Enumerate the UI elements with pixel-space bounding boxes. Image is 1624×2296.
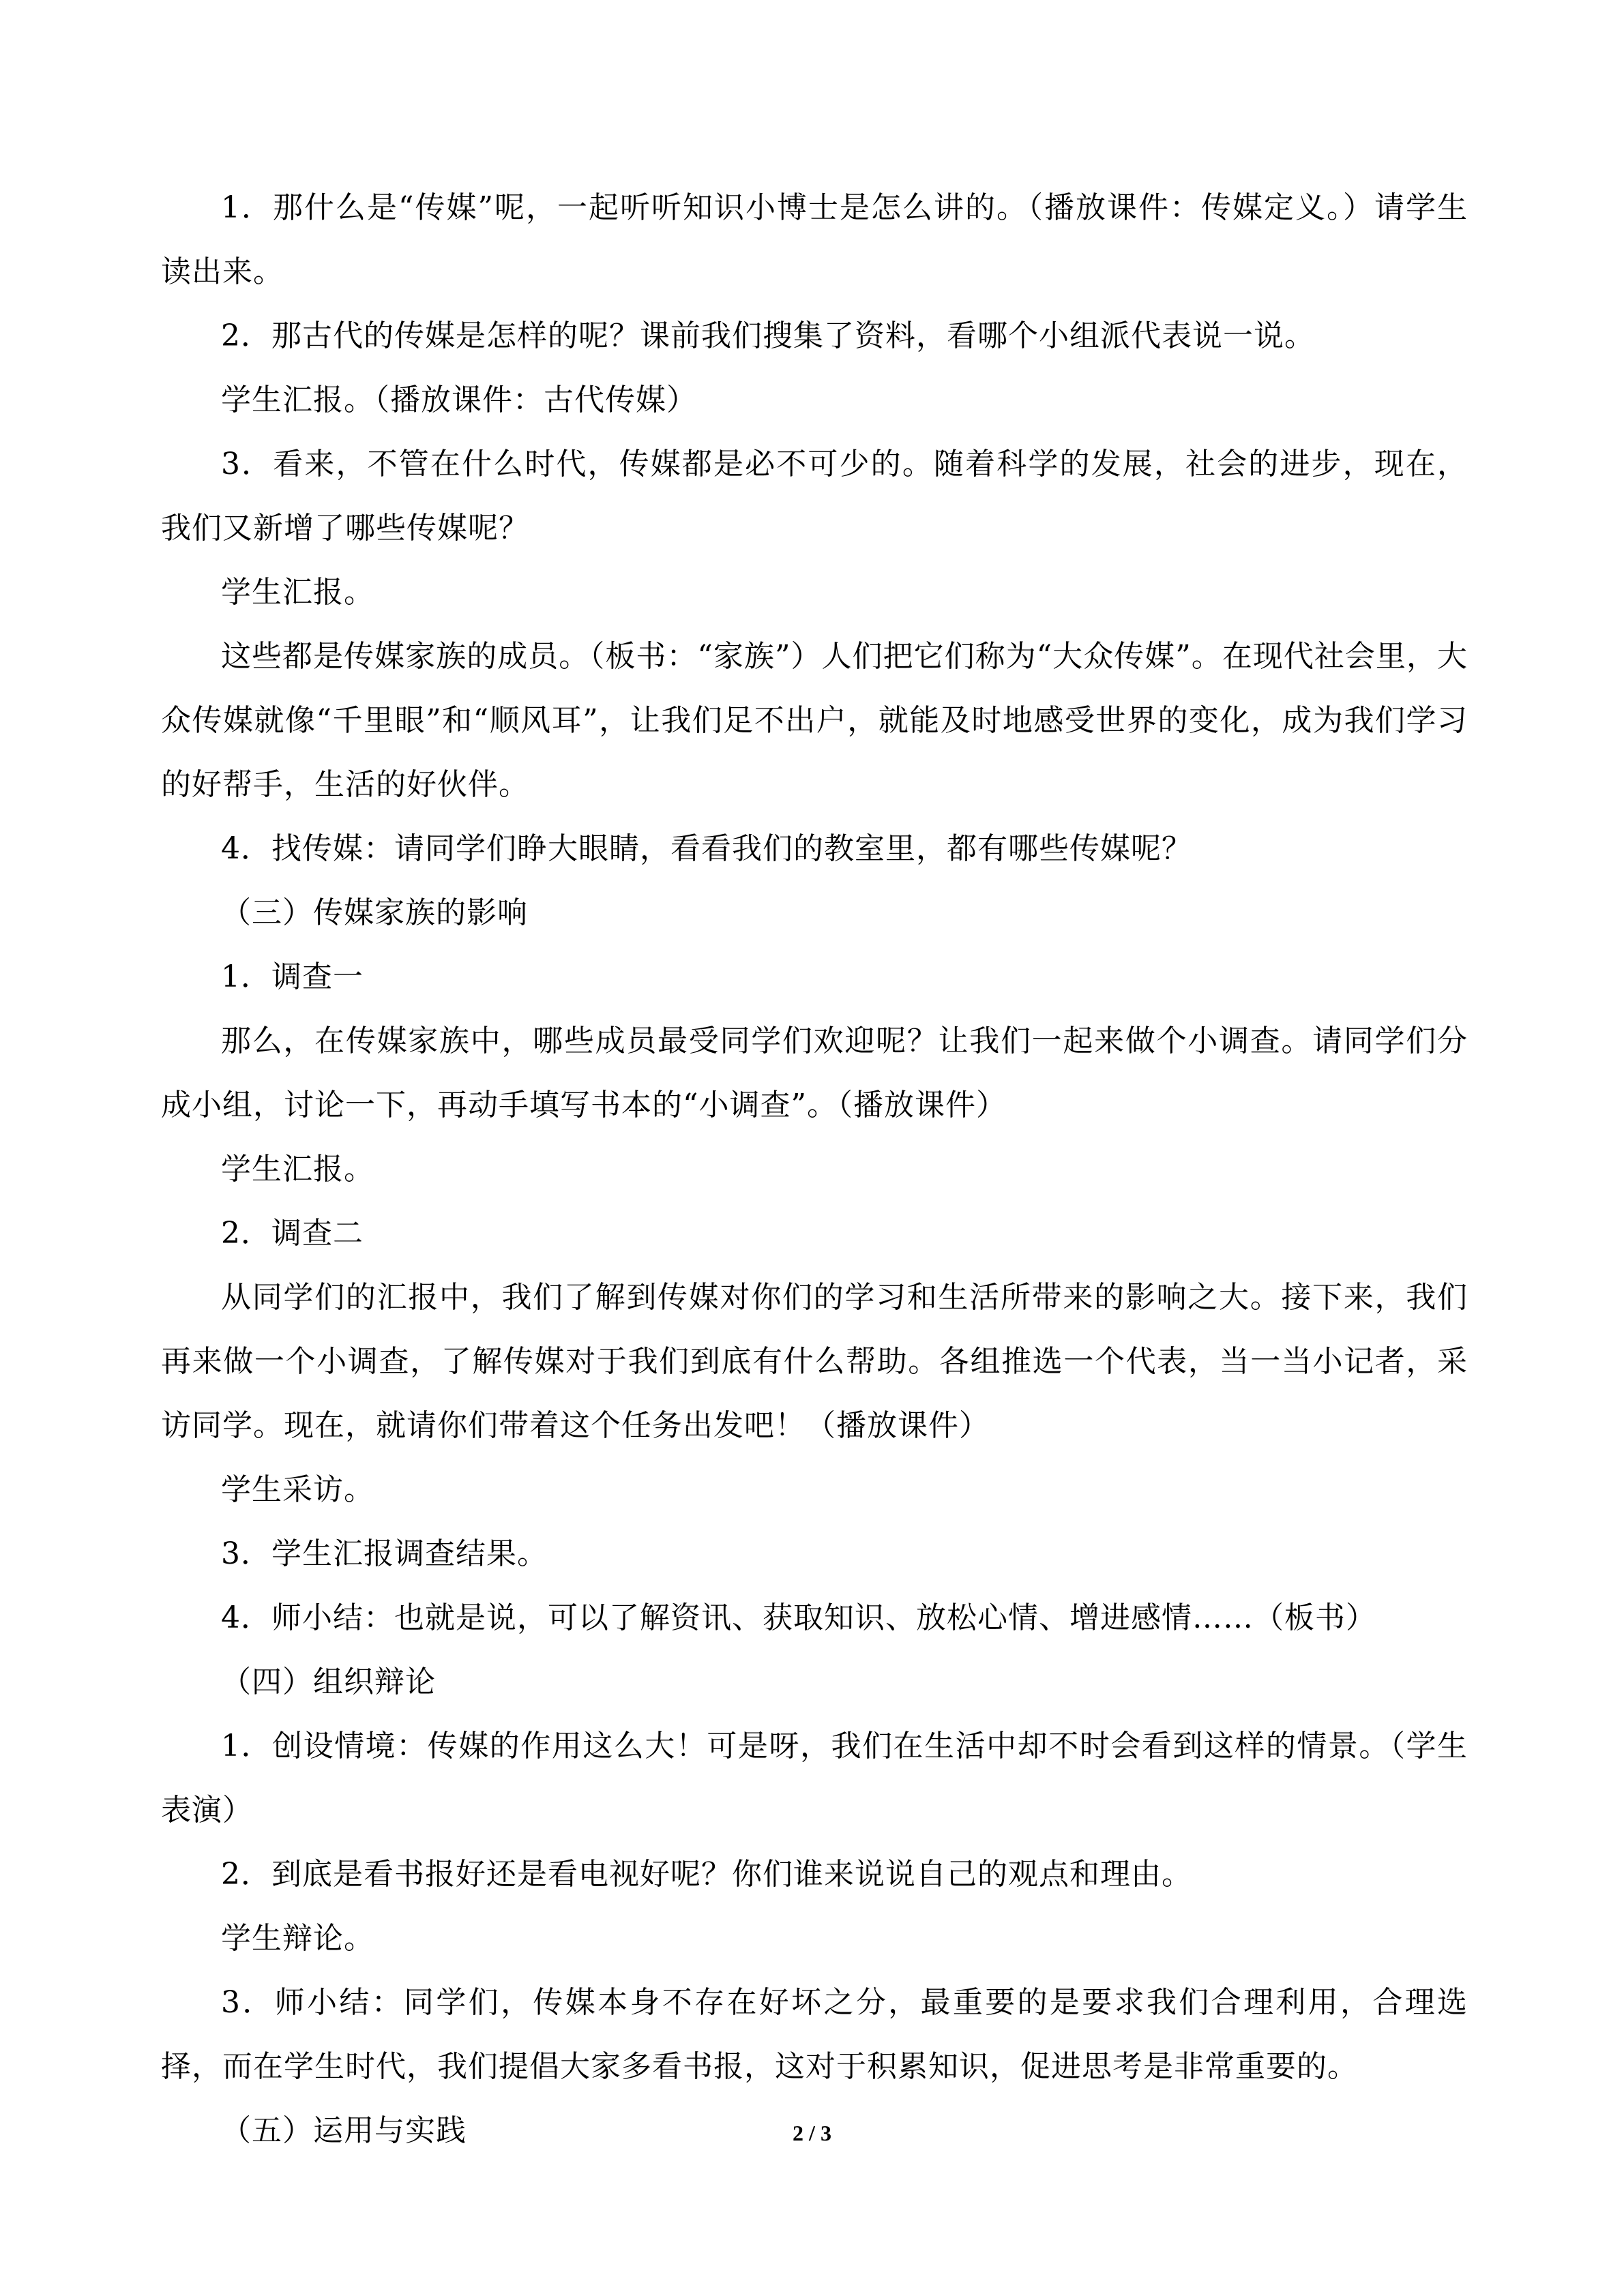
paragraph: 那么，在传媒家族中，哪些成员最受同学们欢迎呢？让我们一起来做个小调查。请同学们分成小组，讨论一下，再动手填写书本的“小调查”。（播放课件）	[161, 1024, 1468, 1122]
section-heading: （五）运用与实践	[221, 2113, 467, 2148]
paragraph: 1．调查一	[221, 959, 364, 994]
paragraph: 4．找传媒：请同学们睁大眼睛，看看我们的教室里，都有哪些传媒呢？	[221, 831, 1192, 866]
paragraph: 4．师小结：也就是说，可以了解资讯、获取知识、放松心情、增进感情……（板书）	[221, 1600, 1376, 1635]
paragraph: 学生汇报。	[221, 1152, 374, 1187]
paragraph: 1．创设情境：传媒的作用这么大！可是呀，我们在生活中却不时会看到这样的情景。（学生表演）	[161, 1729, 1468, 1828]
paragraph: 学生辩论。	[221, 1921, 374, 1956]
paragraph: 3．学生汇报调查结果。	[221, 1536, 548, 1571]
document-body	[161, 176, 1468, 2163]
paragraph: 2．调查二	[221, 1216, 364, 1251]
paragraph: 3．看来，不管在什么时代，传媒都是必不可少的。随着科学的发展，社会的进步，现在，我们又新增了哪些传媒呢？	[161, 447, 1468, 546]
paragraph: 学生采访。	[221, 1472, 374, 1507]
paragraph: 学生汇报。（播放课件：古代传媒）	[221, 383, 697, 417]
paragraph: 这些都是传媒家族的成员。（板书：“家族”）人们把它们称为“大众传媒”。在现代社会里，大众传媒就像“千里眼”和“顺风耳”，让我们足不出户，就能及时地感受世界的变化，成为我们学习的好帮手，生活的好伙伴。	[161, 639, 1468, 802]
paragraph: 3．师小结：同学们，传媒本身不存在好坏之分，最重要的是要求我们合理利用，合理选择，而在学生时代，我们提倡大家多看书报，这对于积累知识，促进思考是非常重要的。	[161, 1985, 1468, 2084]
page-number: 2 / 3	[793, 2121, 831, 2145]
section-heading: （三）传媒家族的影响	[221, 895, 528, 930]
paragraph: 从同学们的汇报中，我们了解到传媒对你们的学习和生活所带来的影响之大。接下来，我们再来做一个小调查，了解传媒对于我们到底有什么帮助。各组推选一个代表，当一当小记者，采访同学。现在，就请你们带着这个任务出发吧！（播放课件）	[161, 1280, 1468, 1443]
paragraph: 2．那古代的传媒是怎样的呢？课前我们搜集了资料，看哪个小组派代表说一说。	[221, 318, 1315, 353]
paragraph: 1．那什么是“传媒”呢，一起听听知识小博士是怎么讲的。（播放课件：传媒定义。）请学生读出来。	[161, 190, 1468, 289]
paragraph: 2．到底是看书报好还是看电视好呢？你们谁来说说自己的观点和理由。	[221, 1857, 1192, 1892]
paragraph: 学生汇报。	[221, 575, 374, 610]
section-heading: （四）组织辩论	[221, 1665, 436, 1699]
